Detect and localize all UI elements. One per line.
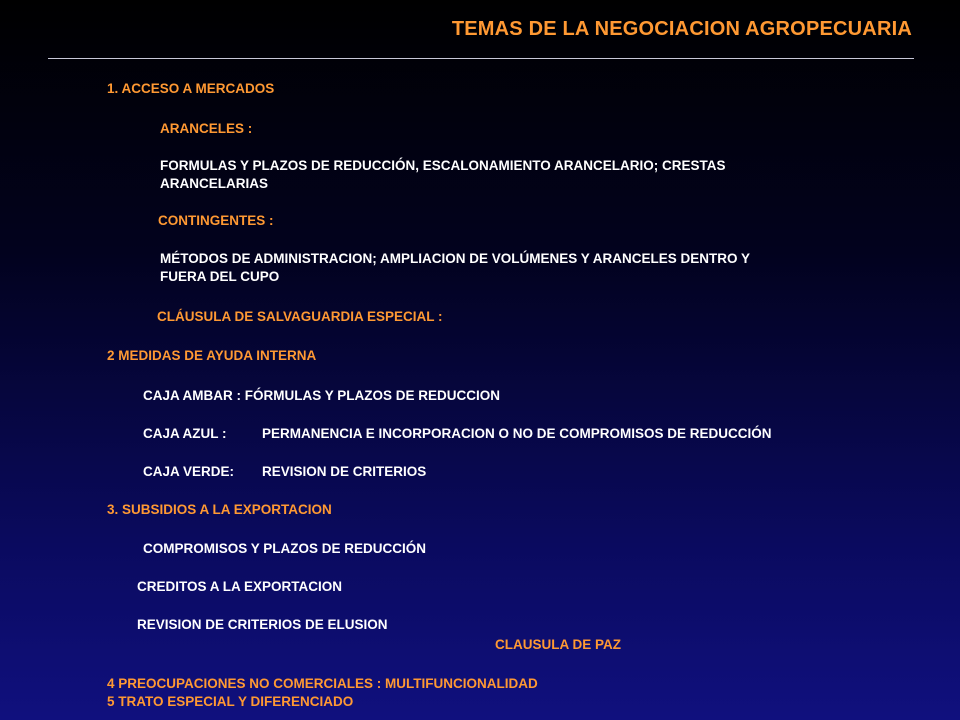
caja-verde-label: CAJA VERDE: bbox=[143, 464, 235, 479]
section-4-heading: 4 PREOCUPACIONES NO COMERCIALES : MULTIFUNCIONALIDAD bbox=[107, 676, 538, 691]
contingentes-label: CONTINGENTES : bbox=[158, 213, 274, 228]
caja-ambar-text: CAJA AMBAR : FÓRMULAS Y PLAZOS DE REDUCCION bbox=[143, 388, 501, 403]
aranceles-text-line-2: ARANCELARIAS bbox=[160, 176, 268, 191]
section-2-heading: 2 MEDIDAS DE AYUDA INTERNA bbox=[107, 348, 317, 363]
section-5-heading: 5 TRATO ESPECIAL Y DIFERENCIADO bbox=[107, 694, 354, 709]
title-divider bbox=[48, 58, 914, 59]
caja-azul-label: CAJA AZUL : bbox=[143, 426, 227, 441]
export-item-compromisos: COMPROMISOS Y PLAZOS DE REDUCCIÓN bbox=[143, 541, 427, 556]
clausula-de-paz: CLAUSULA DE PAZ bbox=[495, 637, 621, 652]
caja-verde-text: REVISION DE CRITERIOS bbox=[262, 464, 427, 479]
slide-title: TEMAS DE LA NEGOCIACION AGROPECUARIA bbox=[451, 18, 912, 40]
aranceles-text-line-1: FORMULAS Y PLAZOS DE REDUCCIÓN, ESCALONAMIENTO ARANCELARIO; CRESTAS bbox=[160, 158, 726, 173]
aranceles-label: ARANCELES : bbox=[160, 121, 253, 136]
export-item-creditos: CREDITOS A LA EXPORTACION bbox=[137, 579, 343, 594]
caja-azul-text: PERMANENCIA E INCORPORACION O NO DE COMPROMISOS DE REDUCCIÓN bbox=[262, 426, 772, 441]
contingentes-text-line-1: MÉTODOS DE ADMINISTRACION; AMPLIACION DE VOLÚMENES Y ARANCELES DENTRO Y bbox=[160, 251, 751, 266]
salvaguardia-label: CLÁUSULA DE SALVAGUARDIA ESPECIAL : bbox=[157, 309, 443, 324]
contingentes-text-line-2: FUERA DEL CUPO bbox=[160, 269, 280, 284]
section-3-heading: 3. SUBSIDIOS A LA EXPORTACION bbox=[107, 502, 332, 517]
section-1-heading: 1. ACCESO A MERCADOS bbox=[107, 81, 275, 96]
export-item-elusion: REVISION DE CRITERIOS DE ELUSION bbox=[137, 617, 388, 632]
